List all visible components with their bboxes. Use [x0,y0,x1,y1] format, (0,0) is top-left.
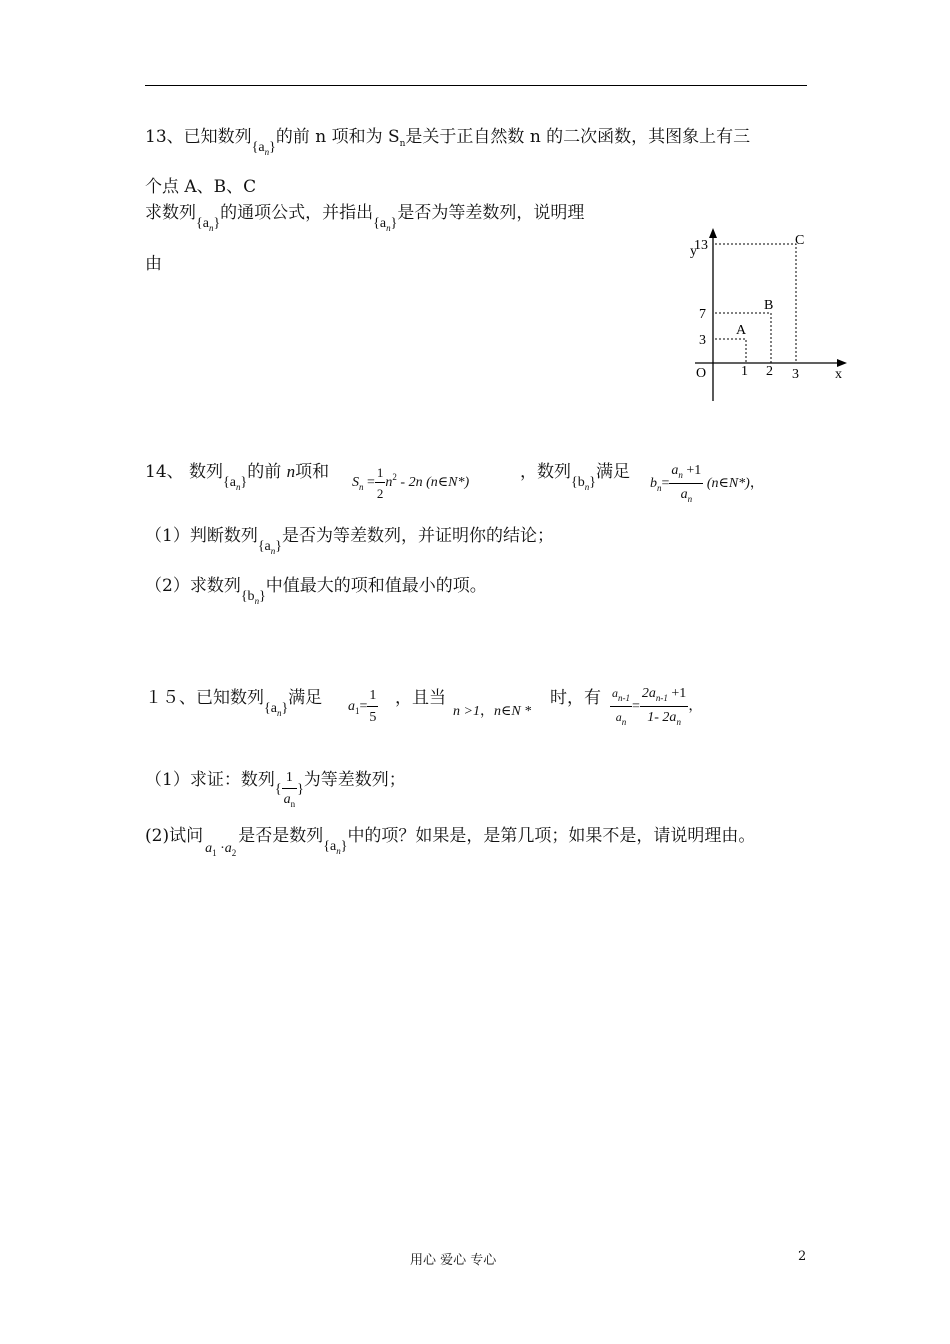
problem-13-line-1 [145,127,751,157]
problem-14-line-1b [520,462,630,492]
origin-label: O [696,366,707,381]
product-a1-a2: a1 ·a2 [205,841,237,858]
seq-a-n: {an} [264,701,289,718]
condition: n >1，n∈N * [453,704,532,719]
problem-15-line-1b: ，且当 [395,688,446,708]
seq-a-n: {an} [251,140,276,157]
coordinate-graph [680,225,850,405]
problem-14-lead: 14、 数列 [145,462,224,482]
problem-14-question-1: （1）判断数列$_{\{a_n\}}$是否为等差数列，并证明你的结论； [145,526,554,556]
footer-text: 用心 爱心 专心 [410,1253,497,1268]
problem-13-line-2: 个点 A、B、C [145,177,257,197]
reciprocal-sequence: { 1 an } [274,770,304,809]
seq-a-n: {an} [257,539,282,556]
y-tick-3: 3 [699,333,706,348]
problem-13-lead: 13、已知数列 [145,127,252,147]
x-tick-3: 3 [792,367,799,382]
x-tick-1: 1 [741,364,748,379]
seq-a-n: {an} [373,216,398,233]
seq-b-n: {bn} [571,475,596,492]
a1-formula: $a_1=$ $\frac{1}{5}$ [348,688,377,725]
problem-15-line-1: １５、已知数列$_{\{a_n\}}$满足 [145,688,323,718]
page-number: 2 [798,1249,807,1264]
axis-y-label: y [690,244,697,259]
point-c-label: C [795,233,805,248]
problem-13-tail: 是关于正自然数 n 的二次函数，其图象上有三 [405,127,751,147]
problem-14-text: 项和 [295,462,330,482]
sn-formula: $S_n$ = $\frac{1}{2}$ $n^2 - 2n$ (n∈N*) [352,465,470,501]
problem-15-question-1: （1）求证：数列$_{\{ \frac{1}{a_n} \}}$为等差数列； [145,770,406,809]
problem-13-line-4: 由 [145,254,162,274]
guide-c [715,244,796,363]
point-b-label: B [764,298,774,313]
problem-14-line-1 [145,462,330,492]
problem-14-text: 满足 [595,462,630,482]
problem-13-text: 是否为等差数列，说明理 [397,203,585,223]
point-a-label: A [736,323,747,338]
y-tick-7: 7 [699,307,706,322]
seq-a-n: {an} [223,475,248,492]
header-rule [145,85,807,86]
bn-formula: $b_n=$ $\frac{a_n +1}{a_n}$ (n∈N*)， [650,463,764,504]
y-tick-13: 13 [694,238,708,253]
problem-15-line-1c: 时，有 [550,688,601,708]
problem-13-mid: 的前 n 项和为 S [275,127,400,147]
problem-13-text: 的通项公式，并指出 [220,203,374,223]
seq-a-n: {an} [323,839,348,856]
axis-x-label: x [835,367,842,382]
problem-13-line-3 [145,203,585,233]
problem-14-text: ，数列 [520,462,571,482]
guide-a [715,339,746,363]
seq-a-n: {an} [196,216,221,233]
problem-14-question-2: （2）求数列$_{\{b_n\}}$中值最大的项和值最小的项。 [145,576,487,606]
x-axis-arrow-icon [837,359,847,367]
guide-b [715,313,771,363]
s-subscript: n [399,139,406,149]
problem-13-text: 求数列 [145,203,196,223]
seq-b-n: {bn} [240,589,266,606]
problem-15-question-2: (2)试问$_{a_1 \cdot a_2}$是否是数列$_{\{a_n\}}$中的项？如果是，是第几项；如果不是，请说明理由。 [145,826,756,858]
var-n: n [286,462,296,481]
y-axis-arrow-icon [709,228,717,238]
x-tick-2: 2 [766,364,773,379]
recurrence-formula: $\frac{a_{n-1}}{a_n}$ = $\frac{2a_{n-1} +1}{1- 2a_n}$ ， [612,686,703,727]
problem-14-text: 的前 [247,462,282,482]
